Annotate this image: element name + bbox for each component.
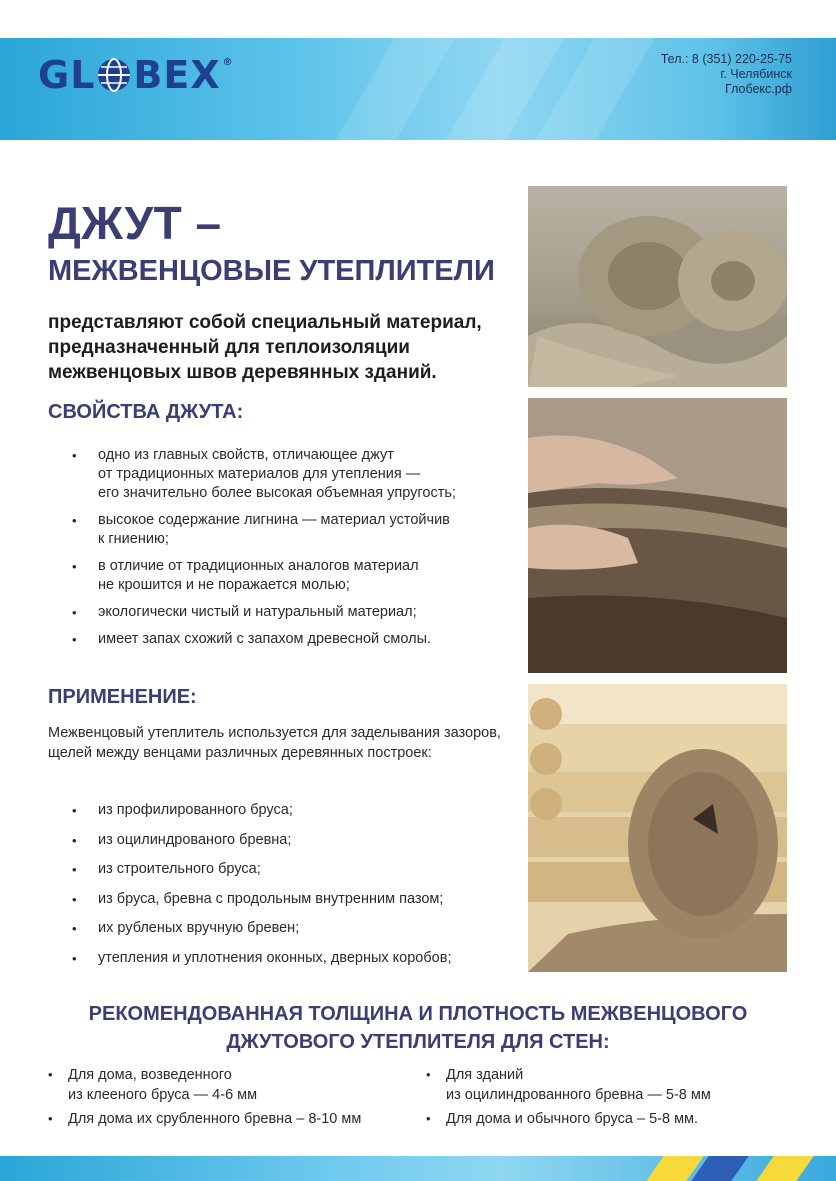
list-item: • из строительного бруса;	[72, 860, 522, 879]
list-item: • имеет запах схожий с запахом древесной смолы.	[72, 630, 522, 649]
list-item: • Для зданий из оцилиндрованного бревна — 5-8 мм	[426, 1065, 806, 1105]
list-item: • из бруса, бревна с продольным внутренним пазом;	[72, 890, 522, 909]
page-title: ДЖУТ –	[48, 197, 222, 249]
intro-text: представляют собой специальный материал, предназначенный для теплоизоляции межвенцовых швов деревянных зданий.	[48, 312, 482, 383]
list-item: • высокое содержание лигнина — материал устойчив к гниению;	[72, 511, 522, 549]
recommendation-title-line1: РЕКОМЕНДОВАННАЯ ТОЛЩИНА И ПЛОТНОСТЬ МЕЖВЕНЦОВОГО	[88, 1003, 748, 1025]
recommendation-left-list	[48, 1065, 428, 1133]
properties-list	[72, 446, 522, 657]
jute-rolls-photo	[528, 186, 787, 387]
globex-logo	[38, 55, 234, 95]
list-item: • экологически чистый и натуральный материал;	[72, 603, 522, 622]
list-item: • утепления и уплотнения оконных, дверных коробов;	[72, 949, 522, 968]
site-link[interactable]: Глобекс.рф	[725, 82, 792, 96]
globe-icon	[96, 57, 132, 93]
list-item: • из профилированного бруса;	[72, 801, 522, 820]
list-item: • их рубленых вручную бревен;	[72, 919, 522, 938]
footer-band	[0, 1156, 836, 1181]
list-item: • Для дома и обычного бруса – 5-8 мм.	[426, 1109, 806, 1129]
application-text: Межвенцовый утеплитель используется для заделывания зазоров, щелей между венцами различных деревянных построек:	[48, 725, 501, 761]
list-item: • Для дома их срубленного бревна – 8-10 мм	[48, 1109, 428, 1129]
recommendation-title	[0, 1000, 836, 1056]
page-subtitle: МЕЖВЕНЦОВЫЕ УТЕПЛИТЕЛИ	[48, 255, 495, 287]
list-item: • одно из главных свойств, отличающее джут от традиционных материалов для утепления — его значительно более высокая объемная упругость;	[72, 446, 522, 503]
list-item: • из оцилиндрованого бревна;	[72, 831, 522, 850]
city-text: г. Челябинск	[720, 67, 792, 81]
registered-mark: ®	[222, 57, 234, 68]
application-heading: ПРИМЕНЕНИЕ:	[48, 686, 197, 708]
properties-heading: СВОЙСТВА ДЖУТА:	[48, 401, 244, 423]
jute-log-photo	[528, 684, 787, 972]
list-item: • Для дома, возведенного из клееного бруса — 4-6 мм	[48, 1065, 428, 1105]
recommendation-title-line2: ДЖУТОВОГО УТЕПЛИТЕЛЯ ДЛЯ СТЕН:	[226, 1031, 610, 1053]
application-list	[72, 801, 522, 978]
logo-text-right: BEX	[133, 53, 221, 97]
logo-text-left: GL	[38, 53, 96, 97]
list-item: • в отличие от традиционных аналогов материал не крошится и не поражается молью;	[72, 557, 522, 595]
contacts-block	[661, 52, 792, 97]
phone-text: Тел.: 8 (351) 220-25-75	[660, 52, 792, 66]
jute-hand-photo	[528, 398, 787, 673]
recommendation-right-list	[426, 1065, 806, 1133]
